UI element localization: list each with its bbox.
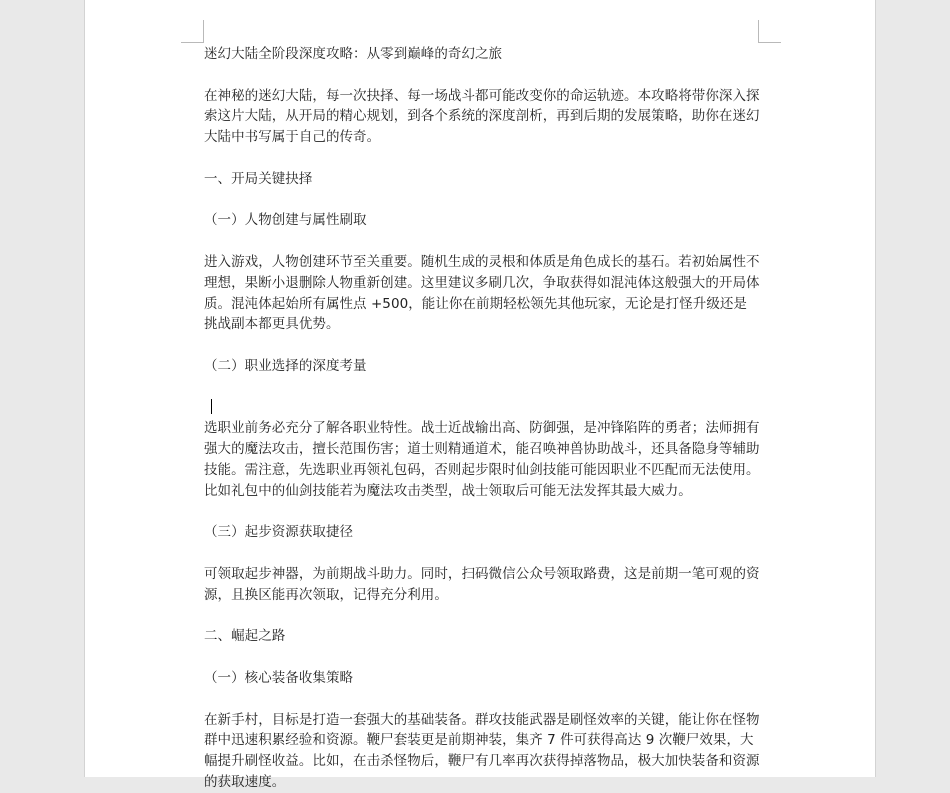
margin-corner-mark-right	[758, 20, 781, 43]
document-page[interactable]	[84, 0, 876, 790]
section1-sub1-heading: （一）人物创建与属性刷取	[204, 212, 367, 229]
paragraph-gap	[204, 606, 760, 627]
intro-paragraph: 在神秘的迷幻大陆，每一次抉择、每一场战斗都可能改变你的命运轨迹。本攻略将带你深入探索这片大陆，从开局的精心规划，到各个系统的深度剖析，再到后期的发展策略，助你在迷幻大陆中书写属于自己的传奇。	[204, 87, 760, 146]
section1-sub2-paragraph: 选职业前务必充分了解各职业特性。战士近战输出高、防御强，是冲锋陷阵的勇者；法师拥有强大的魔法攻击，擅长范围伤害；道士则精通道术，能召唤神兽协助战斗，还具备隐身等辅助技能。需注意，先选职业再领礼包码，否则起步限时仙剑技能可能因职业不匹配而无法使用。比如礼包中的仙剑技能若为魔法攻击类型，战士领取后可能无法发挥其最大威力。	[204, 420, 760, 499]
section2-heading: 二、崛起之路	[204, 628, 286, 645]
paragraph-gap	[204, 647, 760, 668]
section1-sub3-paragraph: 可领取起步神器，为前期战斗助力。同时，扫码微信公众号领取路费，这是前期一笔可观的资源，且换区能再次领取，记得充分利用。	[204, 565, 760, 603]
section2-sub1-heading: （一）核心装备收集策略	[204, 669, 354, 686]
paragraph-gap	[204, 148, 760, 169]
section1-sub3-heading: （三）起步资源获取捷径	[204, 524, 354, 541]
section1-heading: 一、开局关键抉择	[204, 170, 313, 187]
paragraph-gap	[204, 689, 760, 710]
paragraph-gap	[204, 543, 760, 564]
document-title: 迷幻大陆全阶段深度攻略：从零到巅峰的奇幻之旅	[204, 46, 503, 62]
section1-sub1-paragraph: 进入游戏，人物创建环节至关重要。随机生成的灵根和体质是角色成长的基石。若初始属性不理想，果断小退删除人物重新创建。这里建议多刷几次，争取获得如混沌体这般强大的开局体质。混沌体起始所有属性点 +500，能让你在前期轻松领先其他玩家，无论是打怪升级还是挑战副本都更具优势。	[204, 253, 760, 333]
margin-corner-mark-left	[181, 20, 204, 43]
section1-sub2-heading: （二）职业选择的深度考量	[204, 357, 367, 374]
paragraph-gap	[204, 65, 760, 86]
paragraph-gap	[204, 190, 760, 211]
paragraph-gap	[204, 502, 760, 523]
text-cursor-line[interactable]	[204, 398, 760, 419]
paragraph-gap	[204, 335, 760, 356]
paragraph-gap	[204, 377, 760, 398]
text-cursor	[211, 399, 212, 414]
document-body[interactable]	[204, 44, 760, 793]
paragraph-gap	[204, 231, 760, 252]
section2-sub1-paragraph: 在新手村，目标是打造一套强大的基础装备。群攻技能武器是刷怪效率的关键，能让你在怪物群中迅速积累经验和资源。鞭尸套装更是前期神装，集齐 7 件可获得高达 9 次鞭尸效果，大幅提升刷怪收益。比如，在击杀怪物后，鞭尸有几率再次获得掉落物品，极大加快装备和资源的获取速度。	[204, 711, 760, 790]
